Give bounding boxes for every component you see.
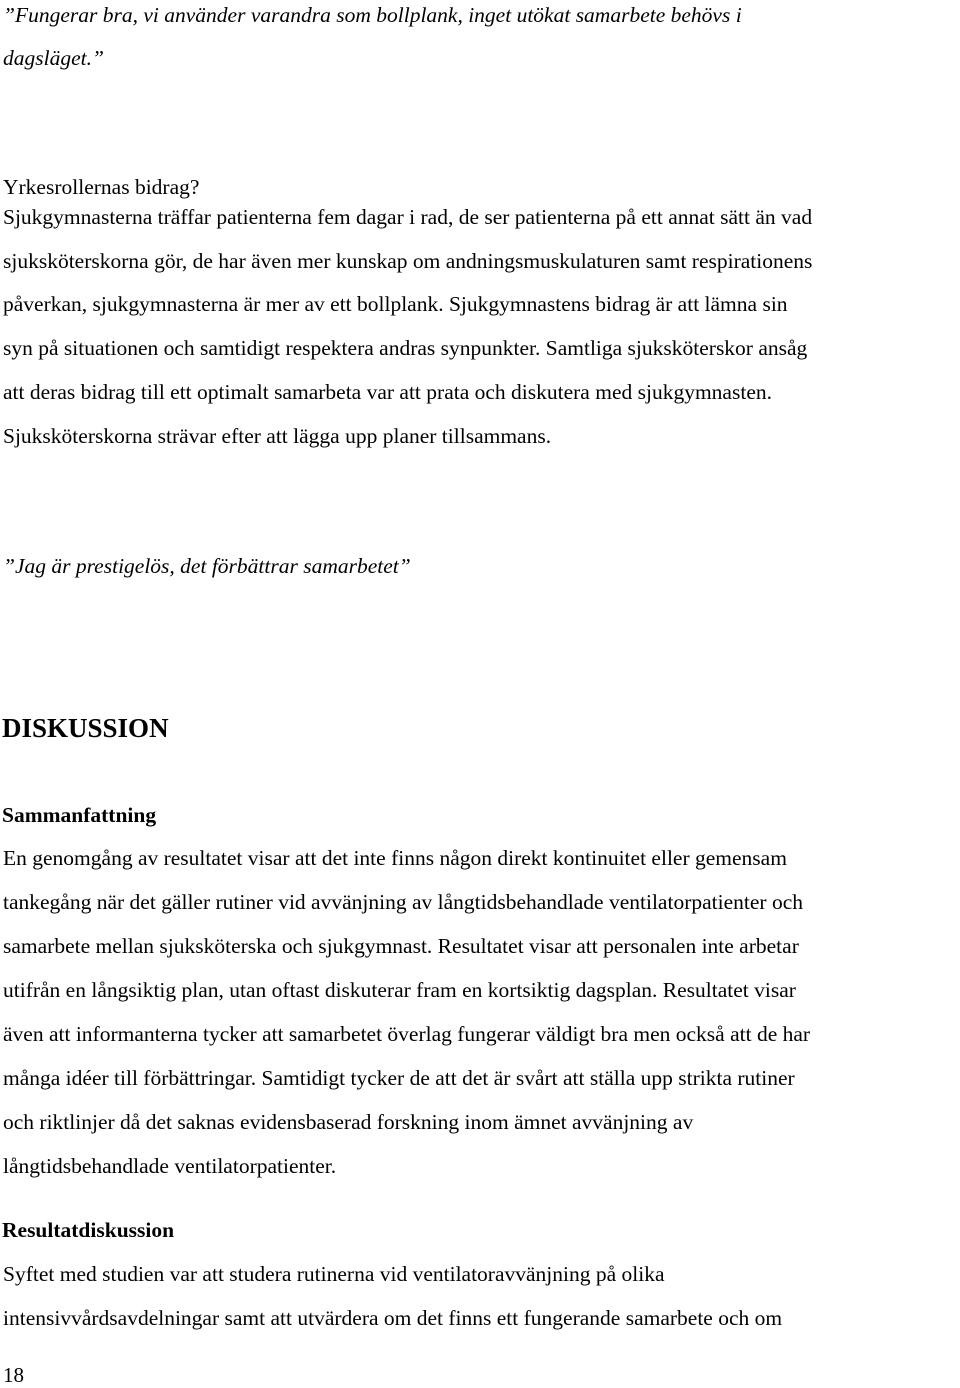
paragraph-line: En genomgång av resultatet visar att det inte finns någon direkt kontinuitet eller gemensam xyxy=(3,846,787,870)
paragraph-line: utifrån en långsiktig plan, utan oftast diskuterar fram en kortsiktig dagsplan. Resultatet visar xyxy=(3,978,796,1002)
paragraph-line: samarbete mellan sjuksköterska och sjukgymnast. Resultatet visar att personalen inte arbetar xyxy=(3,934,799,958)
paragraph-line: att deras bidrag till ett optimalt samarbeta var att prata och diskutera med sjukgymnasten. xyxy=(3,380,772,404)
page-number: 18 xyxy=(3,1363,24,1387)
section-heading: Sammanfattning xyxy=(2,803,157,827)
paragraph-line: intensivvårdsavdelningar samt att utvärdera om det finns ett fungerande samarbete och om xyxy=(3,1306,783,1330)
paragraph-line: långtidsbehandlade ventilatorpatienter. xyxy=(3,1154,337,1178)
quote-line: ”Jag är prestigelös, det förbättrar samarbetet” xyxy=(3,554,411,578)
paragraph-line: syn på situationen och samtidigt respektera andras synpunkter. Samtliga sjuksköterskor ansåg xyxy=(3,336,808,360)
paragraph-line: även att informanterna tycker att samarbetet överlag fungerar väldigt bra men också att de har xyxy=(3,1022,811,1046)
quote-line: ”Fungerar bra, vi använder varandra som bollplank, inget utökat samarbete behövs i xyxy=(3,3,742,27)
paragraph-line: många idéer till förbättringar. Samtidigt tycker de att det är svårt att ställa upp strikta rutiner xyxy=(3,1066,795,1090)
section-heading: Resultatdiskussion xyxy=(2,1218,175,1242)
paragraph-line: Syftet med studien var att studera rutinerna vid ventilatoravvänjning på olika xyxy=(3,1262,665,1286)
quote-line: dagsläget.” xyxy=(3,46,104,70)
section-question: Yrkesrollernas bidrag? xyxy=(3,175,200,199)
paragraph-line: Sjuksköterskorna strävar efter att lägga upp planer tillsammans. xyxy=(3,424,552,448)
paragraph-line: påverkan, sjukgymnasterna är mer av ett bollplank. Sjukgymnastens bidrag är att lämna sin xyxy=(3,292,788,316)
paragraph-line: tankegång när det gäller rutiner vid avvänjning av långtidsbehandlade ventilatorpatienter och xyxy=(3,890,803,914)
paragraph-line: och riktlinjer då det saknas evidensbaserad forskning inom ämnet avvänjning av xyxy=(3,1110,694,1134)
paragraph-line: sjuksköterskorna gör, de har även mer kunskap om andningsmuskulaturen samt respirationens xyxy=(3,249,813,273)
chapter-title: DISKUSSION xyxy=(2,713,169,743)
paragraph-line: Sjukgymnasterna träffar patienterna fem dagar i rad, de ser patienterna på ett annat sätt än vad xyxy=(3,205,813,229)
